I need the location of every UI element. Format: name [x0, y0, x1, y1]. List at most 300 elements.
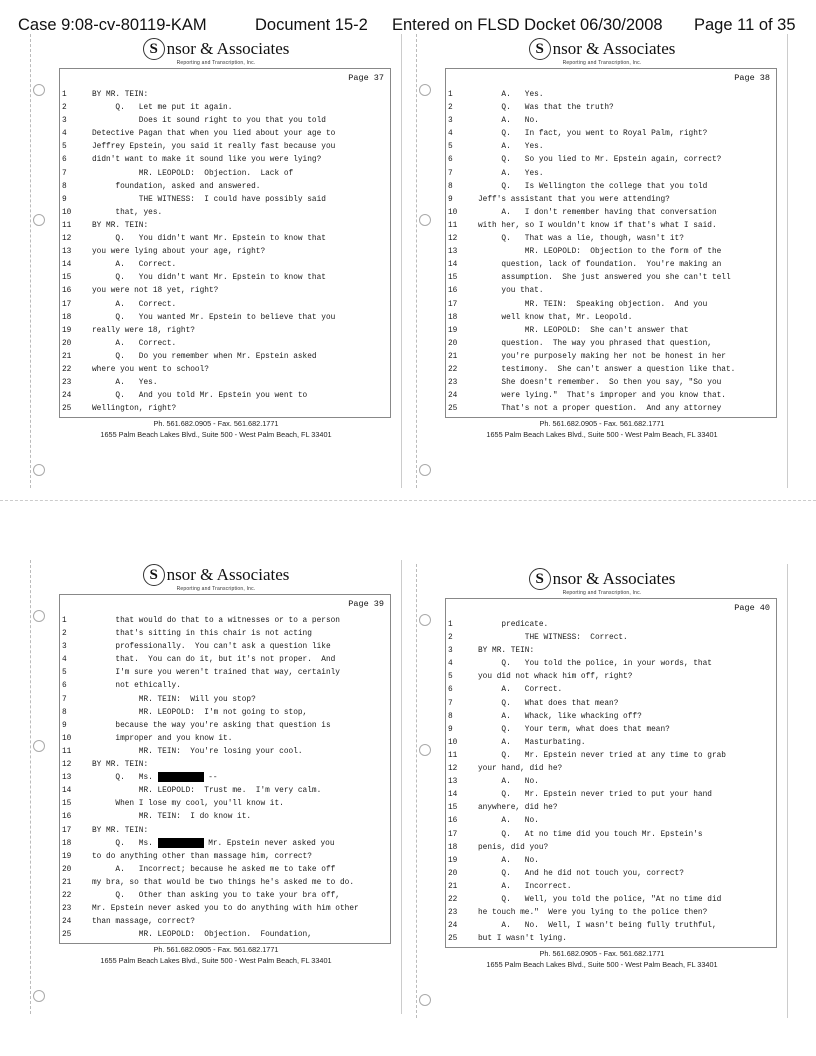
- line-text: [92, 720, 331, 733]
- transcript-page-number: Page 40: [734, 603, 770, 613]
- line-text-part: Q. Mr. Epstein never tried at any time to grab: [478, 751, 726, 760]
- line-text: [478, 181, 707, 194]
- line-text: [478, 933, 567, 946]
- line-text: [92, 916, 195, 929]
- line-text: [478, 220, 717, 233]
- transcript-line: [446, 619, 776, 632]
- transcript-line: [60, 89, 390, 102]
- firm-name: nsor & Associates: [552, 569, 676, 588]
- transcript-line: [60, 838, 390, 851]
- line-text: [92, 141, 335, 154]
- line-text-part: Detective Pagan that when you lied about your age to: [92, 130, 336, 139]
- line-text-part: BY MR. TEIN:: [92, 761, 149, 770]
- line-text: [478, 711, 642, 724]
- line-text-part: Q. In fact, you went to Royal Palm, right?: [478, 130, 708, 139]
- line-text: [92, 312, 335, 325]
- transcript-line: [446, 403, 776, 416]
- line-text: [92, 851, 312, 864]
- transcript-line: [60, 312, 390, 325]
- line-text: [92, 351, 317, 364]
- transcript-line: [446, 789, 776, 802]
- line-text: [92, 128, 335, 141]
- transcript-line: [446, 829, 776, 842]
- transcript-line: [446, 658, 776, 671]
- line-text-part: that's sitting in this chair is not acting: [92, 630, 312, 639]
- transcript-line: [60, 168, 390, 181]
- line-text: [92, 246, 265, 259]
- firm-phone: Ph. 561.682.0905 - Fax. 561.682.1771: [153, 945, 279, 954]
- transcript-line: [446, 194, 776, 207]
- line-number: 3: [448, 117, 453, 126]
- transcript-line: [446, 364, 776, 377]
- transcript-line: [60, 785, 390, 798]
- line-text-part: I'm sure you weren't trained that way, certainly: [92, 669, 340, 678]
- line-number: 2: [62, 104, 67, 113]
- transcript-line: [60, 929, 390, 942]
- line-number: 13: [62, 248, 72, 257]
- line-number: 14: [62, 787, 72, 796]
- line-number: 4: [62, 656, 67, 665]
- transcript-line: [60, 285, 390, 298]
- docket-header: [0, 6, 816, 34]
- entered-on-docket: Entered on FLSD Docket 06/30/2008: [392, 16, 663, 34]
- line-text: [92, 207, 162, 220]
- line-text: [92, 364, 209, 377]
- line-number: 16: [62, 813, 72, 822]
- line-text: [92, 299, 176, 312]
- line-text-part: Q. You wanted Mr. Epstein to believe that you: [92, 313, 336, 322]
- transcript-line: [446, 299, 776, 312]
- line-text: [92, 929, 312, 942]
- line-number: 12: [448, 235, 458, 244]
- line-text: [92, 89, 148, 102]
- line-text: [478, 815, 539, 828]
- line-text-part: Q. And he did not touch you, correct?: [478, 869, 684, 878]
- line-text: [92, 707, 307, 720]
- line-text: [92, 615, 340, 628]
- transcript-sheet: [445, 68, 777, 418]
- line-text-part: you were not 18 yet, right?: [92, 287, 219, 296]
- line-text-part: well know that, Mr. Leopold.: [478, 313, 633, 322]
- line-number: 25: [448, 405, 458, 414]
- line-text: [478, 272, 731, 285]
- transcript-line: [60, 220, 390, 233]
- line-text-part: THE WITNESS: I could have possibly said: [92, 195, 326, 204]
- transcript-line: [446, 632, 776, 645]
- line-number: 17: [62, 300, 72, 309]
- transcript-line: [60, 128, 390, 141]
- line-text-part: A. Yes.: [92, 379, 158, 388]
- line-number: 19: [62, 852, 72, 861]
- line-text: [92, 628, 312, 641]
- line-text-part: BY MR. TEIN:: [92, 221, 149, 230]
- line-text-part: really were 18, right?: [92, 326, 195, 335]
- line-text-part: A. Yes.: [478, 91, 544, 99]
- firm-tagline: Reporting and Transcription, Inc.: [176, 60, 256, 66]
- line-text-part: not ethically.: [92, 682, 181, 691]
- line-number: 13: [448, 778, 458, 787]
- transcript-line: [60, 825, 390, 838]
- redaction-block: [158, 838, 204, 848]
- line-text: [478, 763, 562, 776]
- line-number: 13: [448, 248, 458, 257]
- firm-address: 1655 Palm Beach Lakes Blvd., Suite 500 - West Palm Beach, FL 33401: [100, 430, 332, 439]
- line-number: 22: [62, 891, 72, 900]
- line-text: [92, 785, 321, 798]
- punch-hole: [419, 994, 431, 1006]
- punch-hole: [419, 214, 431, 226]
- line-text: [92, 641, 331, 654]
- line-text: [478, 299, 707, 312]
- line-number: 21: [62, 352, 72, 361]
- line-number: 9: [448, 725, 453, 734]
- line-text: [92, 811, 251, 824]
- firm-footer: [31, 418, 401, 440]
- line-text: [478, 645, 534, 658]
- transcript-line: [446, 645, 776, 658]
- line-number: 14: [62, 261, 72, 270]
- line-text: [478, 128, 707, 141]
- transcript-line: [60, 667, 390, 680]
- line-text-part: A. Correct.: [92, 339, 177, 348]
- line-number: 5: [448, 143, 453, 152]
- firm-logo: [31, 564, 401, 594]
- line-text-part: Q. And you told Mr. Epstein you went to: [92, 392, 308, 401]
- transcript-line: [60, 272, 390, 285]
- line-text-part: Q. Ms.: [92, 839, 158, 848]
- line-text-part: to do anything other than massage him, correct?: [92, 852, 312, 861]
- line-text: [92, 102, 232, 115]
- line-number: 8: [448, 712, 453, 721]
- transcript-line: [446, 207, 776, 220]
- line-text: [478, 89, 544, 102]
- transcript-line: [446, 141, 776, 154]
- line-number: 6: [448, 156, 453, 165]
- line-text: [478, 868, 684, 881]
- line-text-part: Q. Is Wellington the college that you told: [478, 182, 708, 191]
- line-text: [92, 680, 181, 693]
- line-text: [92, 903, 359, 916]
- line-number: 9: [62, 195, 67, 204]
- line-text: [92, 390, 307, 403]
- line-text: [92, 194, 326, 207]
- transcript-line: [446, 933, 776, 946]
- transcript-line: [60, 194, 390, 207]
- firm-address: 1655 Palm Beach Lakes Blvd., Suite 500 - West Palm Beach, FL 33401: [486, 960, 718, 969]
- transcript-line: [60, 390, 390, 403]
- line-number: 14: [448, 791, 458, 800]
- line-text: [478, 789, 712, 802]
- transcript-line: [60, 377, 390, 390]
- line-text: [92, 220, 148, 233]
- line-text: [92, 746, 303, 759]
- line-text: [478, 776, 539, 789]
- line-text: [478, 855, 539, 868]
- line-text-part: didn't want to make it sound like you were lying?: [92, 156, 322, 165]
- transcript-lines: [446, 619, 776, 946]
- transcript-line: [446, 776, 776, 789]
- line-number: 15: [448, 804, 458, 813]
- line-number: 3: [448, 647, 453, 656]
- line-text: [92, 181, 260, 194]
- line-text-part: MR. TEIN: I do know it.: [92, 813, 252, 822]
- line-number: 18: [448, 843, 458, 852]
- transcript-line: [60, 890, 390, 903]
- firm-footer: [417, 418, 787, 440]
- line-number: 21: [448, 882, 458, 891]
- transcript-line: [60, 903, 390, 916]
- transcript-line: [60, 325, 390, 338]
- line-number: 3: [62, 643, 67, 652]
- line-text: [478, 907, 707, 920]
- page-divider: [0, 500, 816, 501]
- transcript-page-number: Page 38: [734, 73, 770, 83]
- transcript-line: [60, 259, 390, 272]
- line-text-part: penis, did you?: [478, 843, 549, 852]
- transcript-line: [446, 115, 776, 128]
- line-text: [478, 168, 544, 181]
- transcript-line: [446, 698, 776, 711]
- line-text: [92, 864, 335, 877]
- line-number: 23: [62, 905, 72, 914]
- line-number: 25: [62, 931, 72, 940]
- line-number: 6: [62, 682, 67, 691]
- line-text-part: professionally. You can't ask a question like: [92, 643, 331, 652]
- line-text-part: Q. Mr. Epstein never tried to put your hand: [478, 791, 712, 800]
- line-number: 24: [448, 922, 458, 931]
- line-number: 14: [448, 261, 458, 270]
- line-text: [478, 141, 544, 154]
- transcript-sheet: [445, 598, 777, 948]
- line-number: 17: [62, 826, 72, 835]
- transcript-lines: [60, 89, 390, 416]
- punch-hole: [33, 740, 45, 752]
- line-text-part: MR. LEOPOLD: Trust me. I'm very calm.: [92, 787, 322, 796]
- transcript-line: [60, 680, 390, 693]
- line-number: 1: [62, 91, 67, 99]
- transcript-line: [60, 364, 390, 377]
- line-text: [478, 619, 548, 632]
- line-text: [92, 654, 335, 667]
- transcript-line: [446, 181, 776, 194]
- line-text: [92, 798, 284, 811]
- line-number: 8: [62, 708, 67, 717]
- transcript-line: [60, 338, 390, 351]
- line-text-part: MR. TEIN: Speaking objection. And you: [478, 300, 708, 309]
- transcript-line: [446, 671, 776, 684]
- line-number: 8: [62, 182, 67, 191]
- line-text: [92, 338, 176, 351]
- transcript-line: [60, 141, 390, 154]
- transcript-line: [446, 737, 776, 750]
- line-text-part: with her, so I wouldn't know if that's what I said.: [478, 221, 717, 230]
- transcript-line: [60, 654, 390, 667]
- line-text: [92, 285, 218, 298]
- line-text-part: --: [203, 774, 218, 783]
- line-text-part: your hand, did he?: [478, 765, 563, 774]
- punch-hole: [419, 614, 431, 626]
- transcript-line: [60, 615, 390, 628]
- line-text-part: predicate.: [478, 621, 549, 629]
- transcript-line: [446, 128, 776, 141]
- line-text: [478, 325, 689, 338]
- line-text: [478, 658, 712, 671]
- line-text-part: A. No.: [478, 817, 539, 826]
- line-text-part: MR. LEOPOLD: She can't answer that: [478, 326, 689, 335]
- firm-footer: [31, 944, 401, 966]
- line-text: [478, 115, 539, 128]
- line-number: 20: [62, 339, 72, 348]
- document-number: Document 15-2: [255, 16, 368, 34]
- line-text-part: BY MR. TEIN:: [92, 826, 149, 835]
- transcript-line: [60, 102, 390, 115]
- punch-hole: [33, 214, 45, 226]
- line-number: 1: [448, 91, 453, 99]
- line-text-part: Mr. Epstein never asked you to do anything with him other: [92, 905, 359, 914]
- transcript-line: [446, 815, 776, 828]
- transcript-line: [446, 711, 776, 724]
- line-number: 16: [62, 287, 72, 296]
- line-text: [478, 390, 726, 403]
- line-text: [478, 377, 721, 390]
- transcript-line: [60, 694, 390, 707]
- transcript-line: [60, 733, 390, 746]
- line-text-part: MR. TEIN: You're losing your cool.: [92, 747, 303, 756]
- transcript-line: [446, 89, 776, 102]
- punch-hole: [33, 464, 45, 476]
- line-number: 19: [62, 326, 72, 335]
- transcript-line: [446, 312, 776, 325]
- firm-logo-mark: S: [529, 38, 551, 60]
- line-text: [92, 694, 256, 707]
- docket-page-number: Page 11 of 35: [694, 16, 796, 34]
- line-text-part: A. Yes.: [478, 169, 544, 178]
- line-number: 18: [62, 313, 72, 322]
- line-number: 19: [448, 326, 458, 335]
- line-text: [92, 233, 326, 246]
- line-number: 17: [448, 830, 458, 839]
- transcript-line: [446, 377, 776, 390]
- line-text: [478, 259, 721, 272]
- line-number: 12: [62, 235, 72, 244]
- line-text-part: Q. Was that the truth?: [478, 104, 614, 113]
- transcript-line: [60, 720, 390, 733]
- line-text: [478, 351, 726, 364]
- line-text-part: MR. LEOPOLD: Objection to the form of the: [478, 248, 722, 257]
- line-number: 10: [448, 208, 458, 217]
- transcript-page-number: Page 39: [348, 599, 384, 609]
- line-number: 4: [448, 660, 453, 669]
- line-text-part: A. No.: [478, 778, 539, 787]
- line-text-part: anywhere, did he?: [478, 804, 558, 813]
- line-number: 15: [62, 800, 72, 809]
- line-text-part: testimony. She can't answer a question like that.: [478, 365, 736, 374]
- line-text-part: you that.: [478, 287, 544, 296]
- line-text: [92, 272, 326, 285]
- line-text: [478, 881, 572, 894]
- line-text: [92, 772, 218, 785]
- line-text: [478, 338, 712, 351]
- line-number: 5: [62, 669, 67, 678]
- transcript-line: [60, 351, 390, 364]
- line-text: [478, 894, 721, 907]
- line-number: 1: [62, 617, 67, 625]
- line-text: [478, 194, 670, 207]
- line-number: 22: [448, 895, 458, 904]
- line-text-part: that. You can do it, but it's not proper. And: [92, 656, 336, 665]
- line-text-part: Q. You told the police, in your words, that: [478, 660, 712, 669]
- transcript-line: [60, 641, 390, 654]
- transcript-page: [30, 34, 402, 488]
- line-text-part: Does it sound right to you that you told: [92, 117, 326, 126]
- transcript-line: [446, 168, 776, 181]
- line-text-part: She doesn't remember. So then you say, "So you: [478, 379, 722, 388]
- transcript-line: [446, 894, 776, 907]
- line-text-part: Q. Do you remember when Mr. Epstein asked: [92, 352, 317, 361]
- punch-hole: [419, 84, 431, 96]
- line-text-part: A. No.: [478, 856, 539, 865]
- transcript-line: [446, 881, 776, 894]
- transcript-line: [60, 746, 390, 759]
- line-text: [478, 842, 548, 855]
- line-text-part: A. Correct.: [92, 300, 177, 309]
- line-number: 21: [62, 878, 72, 887]
- line-text-part: MR. LEOPOLD: I'm not going to stop,: [92, 708, 308, 717]
- line-text-part: Q. That was a lie, though, wasn't it?: [478, 235, 684, 244]
- transcript-line: [446, 154, 776, 167]
- line-text-part: my bra, so that would be two things he's asked me to do.: [92, 878, 355, 887]
- line-number: 4: [62, 130, 67, 139]
- line-number: 7: [448, 699, 453, 708]
- firm-name: nsor & Associates: [166, 565, 290, 584]
- line-number: 10: [62, 734, 72, 743]
- line-text: [478, 802, 558, 815]
- transcript-lines: [60, 615, 390, 942]
- transcript-line: [60, 299, 390, 312]
- transcript-line: [60, 628, 390, 641]
- line-text: [92, 168, 293, 181]
- line-text: [478, 829, 703, 842]
- transcript-page: [416, 564, 788, 1018]
- line-number: 1: [448, 621, 453, 629]
- line-text-part: THE WITNESS: Correct.: [478, 634, 628, 643]
- punch-hole: [33, 990, 45, 1002]
- line-text-part: improper and you know it.: [92, 734, 233, 743]
- line-text-part: A. Yes.: [478, 143, 544, 152]
- transcript-sheet: [59, 594, 391, 944]
- line-number: 23: [62, 379, 72, 388]
- firm-tagline: Reporting and Transcription, Inc.: [176, 586, 256, 592]
- line-text: [92, 377, 158, 390]
- transcript-line: [446, 684, 776, 697]
- line-text-part: but I wasn't lying.: [478, 935, 567, 944]
- transcript-line: [60, 811, 390, 824]
- line-text: [92, 259, 176, 272]
- line-number: 20: [448, 869, 458, 878]
- line-text-part: A. Correct.: [92, 261, 177, 270]
- transcript-line: [446, 220, 776, 233]
- line-text-part: where you went to school?: [92, 365, 209, 374]
- line-number: 19: [448, 856, 458, 865]
- line-number: 3: [62, 117, 67, 126]
- firm-logo-mark: S: [143, 564, 165, 586]
- line-text-part: MR. LEOPOLD: Objection. Lack of: [92, 169, 294, 178]
- line-text: [92, 825, 148, 838]
- transcript-line: [446, 763, 776, 776]
- line-number: 7: [62, 695, 67, 704]
- line-number: 20: [62, 865, 72, 874]
- firm-tagline: Reporting and Transcription, Inc.: [562, 590, 642, 596]
